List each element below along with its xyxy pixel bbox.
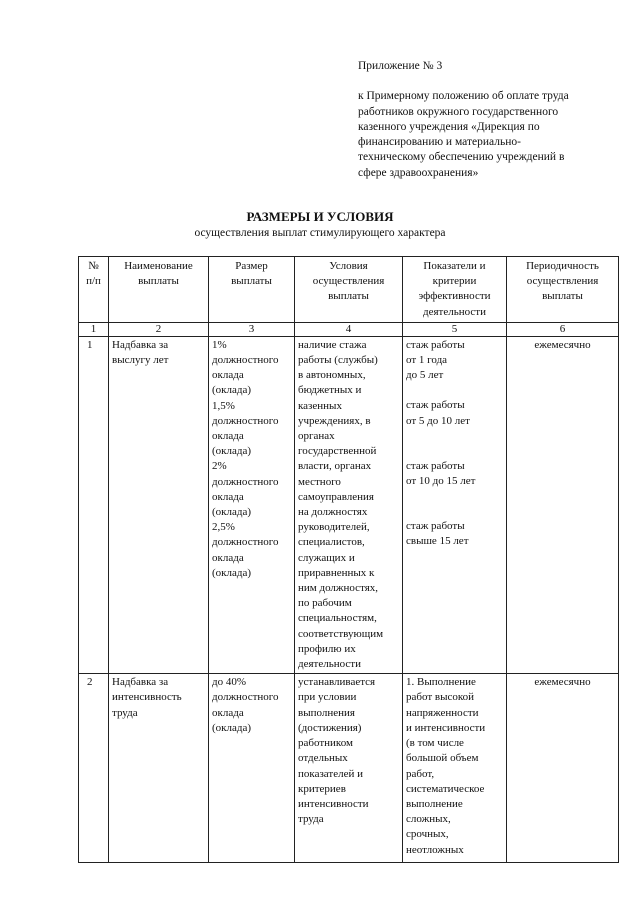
header-num — [79, 257, 109, 323]
column-number: 4 — [295, 322, 403, 336]
cell-line: (оклада) — [212, 566, 252, 579]
cell-line: соответствующим — [298, 627, 384, 640]
cell-line: должностного — [212, 536, 279, 549]
spacer — [406, 444, 503, 459]
spacer — [406, 489, 503, 504]
cell-line: приравненных к — [298, 566, 375, 579]
cell-line: учреждениях, в — [298, 414, 371, 427]
cell-line: при условии — [298, 691, 357, 704]
cell-line: большой объем — [406, 752, 479, 765]
header-text: Периодичность — [526, 260, 599, 272]
cell-line: руководителей, — [298, 521, 370, 534]
header-text: выплаты — [138, 275, 179, 288]
cell-line: Надбавка за — [112, 676, 169, 689]
cell-line: работником — [298, 737, 353, 750]
cell-line: местного — [298, 475, 341, 488]
column-number: 2 — [109, 322, 209, 336]
cell-size — [209, 674, 295, 863]
cell-line: отдельных — [298, 752, 348, 765]
cell-line: ним должностях, — [298, 582, 379, 595]
column-number: 3 — [209, 322, 295, 336]
header-text: осуществления — [312, 275, 385, 288]
cell-line: должностного — [212, 691, 279, 704]
cell-line: оклада — [212, 706, 244, 719]
appendix-title: Приложение № 3 — [358, 60, 443, 72]
cell-line: 2% — [212, 460, 227, 473]
cell-line: бюджетных и — [298, 384, 362, 397]
cell-line: интенсивность — [112, 691, 182, 704]
cell-line: интенсивности — [298, 797, 369, 810]
appendix-line: техническому обеспечению учреждений в — [358, 151, 565, 164]
cell-line: стаж работы — [406, 399, 465, 412]
appendix-line: к Примерному положению об оплате труда — [358, 90, 569, 103]
cell-line: власти, органах — [298, 460, 372, 473]
cell-line: и интенсивности — [406, 721, 486, 734]
cell-line: до 40% — [212, 676, 247, 689]
cell-line: свыше 15 лет — [406, 535, 469, 548]
cell-line: систематическое — [406, 782, 485, 795]
header-text: Показатели и — [423, 260, 486, 272]
cell-line: срочных, — [406, 828, 449, 841]
cell-line: стаж работы — [406, 338, 465, 351]
cell-line: служащих и — [298, 551, 355, 564]
cell-period: ежемесячно — [507, 674, 619, 863]
cell-line: работы (службы) — [298, 354, 378, 367]
cell-conditions — [295, 674, 403, 863]
column-number: 1 — [79, 322, 109, 336]
appendix-block — [358, 59, 608, 181]
cell-line: работ высокой — [406, 691, 475, 704]
cell-line: неотложных — [406, 843, 464, 856]
cell-line: органах — [298, 430, 335, 443]
header-text: № — [88, 260, 99, 272]
cell-line: выполнение — [406, 797, 463, 810]
spacer — [406, 429, 503, 444]
header-text: выплаты — [231, 275, 272, 288]
cell-line: деятельности — [298, 658, 361, 671]
cell-line: самоуправления — [298, 490, 374, 503]
column-number-row — [79, 322, 619, 336]
appendix-line: финансированию и материально- — [358, 136, 521, 149]
cell-line: на должностях — [298, 506, 368, 519]
cell-name — [109, 674, 209, 863]
cell-line: стаж работы — [406, 520, 465, 533]
cell-line: до 5 лет — [406, 369, 444, 382]
cell-line: должностного — [212, 475, 279, 488]
payments-table — [78, 256, 619, 863]
row-number: 2 — [79, 674, 109, 863]
cell-line: 2,5% — [212, 521, 235, 534]
cell-line: труда — [112, 706, 138, 719]
cell-line: (в том числе — [406, 737, 464, 750]
appendix-line: сфере здравоохранения» — [358, 166, 479, 179]
document-subtitle: осуществления выплат стимулирующего характера — [194, 227, 446, 239]
cell-line: 1% — [212, 338, 227, 351]
cell-line: должностного — [212, 414, 279, 427]
document-title: РАЗМЕРЫ И УСЛОВИЯ — [246, 209, 394, 224]
cell-line: труда — [298, 813, 324, 826]
cell-line: в автономных, — [298, 369, 366, 382]
cell-line: 1,5% — [212, 399, 235, 412]
cell-line: оклада — [212, 551, 244, 564]
cell-line: оклада — [212, 490, 244, 503]
table-row — [79, 674, 619, 863]
cell-line: (оклада) — [212, 445, 252, 458]
cell-line: специалистов, — [298, 536, 365, 549]
header-text: Условия — [329, 260, 368, 272]
column-number: 5 — [403, 322, 507, 336]
cell-line: должностного — [212, 354, 279, 367]
cell-criteria — [403, 336, 507, 673]
spacer — [406, 383, 503, 398]
cell-line: казенных — [298, 399, 342, 412]
cell-line: специальностям, — [298, 612, 377, 625]
cell-line: напряженности — [406, 706, 479, 719]
cell-line: оклада — [212, 369, 244, 382]
cell-line: сложных, — [406, 813, 451, 826]
cell-line: оклада — [212, 430, 244, 443]
cell-line: от 10 до 15 лет — [406, 475, 476, 488]
header-criteria — [403, 257, 507, 323]
cell-line: (оклада) — [212, 506, 252, 519]
cell-conditions — [295, 336, 403, 673]
cell-line: устанавливается — [298, 676, 376, 689]
cell-criteria — [403, 674, 507, 863]
cell-size — [209, 336, 295, 673]
cell-line: 1. Выполнение — [406, 676, 476, 689]
header-text: п/п — [86, 275, 101, 288]
cell-line: стаж работы — [406, 459, 465, 472]
table-header-row — [79, 257, 619, 323]
cell-line: профилю их — [298, 642, 356, 655]
spacer — [406, 504, 503, 519]
cell-line: выполнения — [298, 706, 355, 719]
cell-line: критериев — [298, 782, 346, 795]
cell-line: государственной — [298, 445, 377, 458]
cell-line: Надбавка за — [112, 338, 169, 351]
cell-line: от 5 до 10 лет — [406, 414, 470, 427]
cell-line: показателей и — [298, 767, 363, 780]
cell-period: ежемесячно — [507, 336, 619, 673]
row-number: 1 — [79, 336, 109, 673]
cell-line: (достижения) — [298, 721, 362, 734]
cell-line: выслугу лет — [112, 354, 169, 367]
header-text: эффективности — [418, 290, 491, 303]
table-row — [79, 336, 619, 673]
cell-line: от 1 года — [406, 354, 448, 367]
appendix-line: работников окружного государственного — [358, 105, 559, 118]
header-text: осуществления — [526, 275, 599, 288]
cell-line: наличие стажа — [298, 338, 367, 351]
cell-line: по рабочим — [298, 597, 352, 610]
column-number: 6 — [507, 322, 619, 336]
cell-line: (оклада) — [212, 721, 252, 734]
header-size — [209, 257, 295, 323]
cell-name — [109, 336, 209, 673]
header-text: Размер — [235, 260, 268, 272]
header-text: выплаты — [328, 290, 369, 303]
appendix-line: казенного учреждения «Дирекция по — [358, 120, 540, 133]
header-text: деятельности — [423, 305, 486, 318]
header-period — [507, 257, 619, 323]
header-text: критерии — [432, 275, 477, 288]
cell-line: (оклада) — [212, 384, 252, 397]
header-name — [109, 257, 209, 323]
cell-line: работ, — [406, 767, 435, 780]
header-text: Наименование — [124, 260, 193, 272]
header-text: выплаты — [542, 290, 583, 303]
header-conditions — [295, 257, 403, 323]
